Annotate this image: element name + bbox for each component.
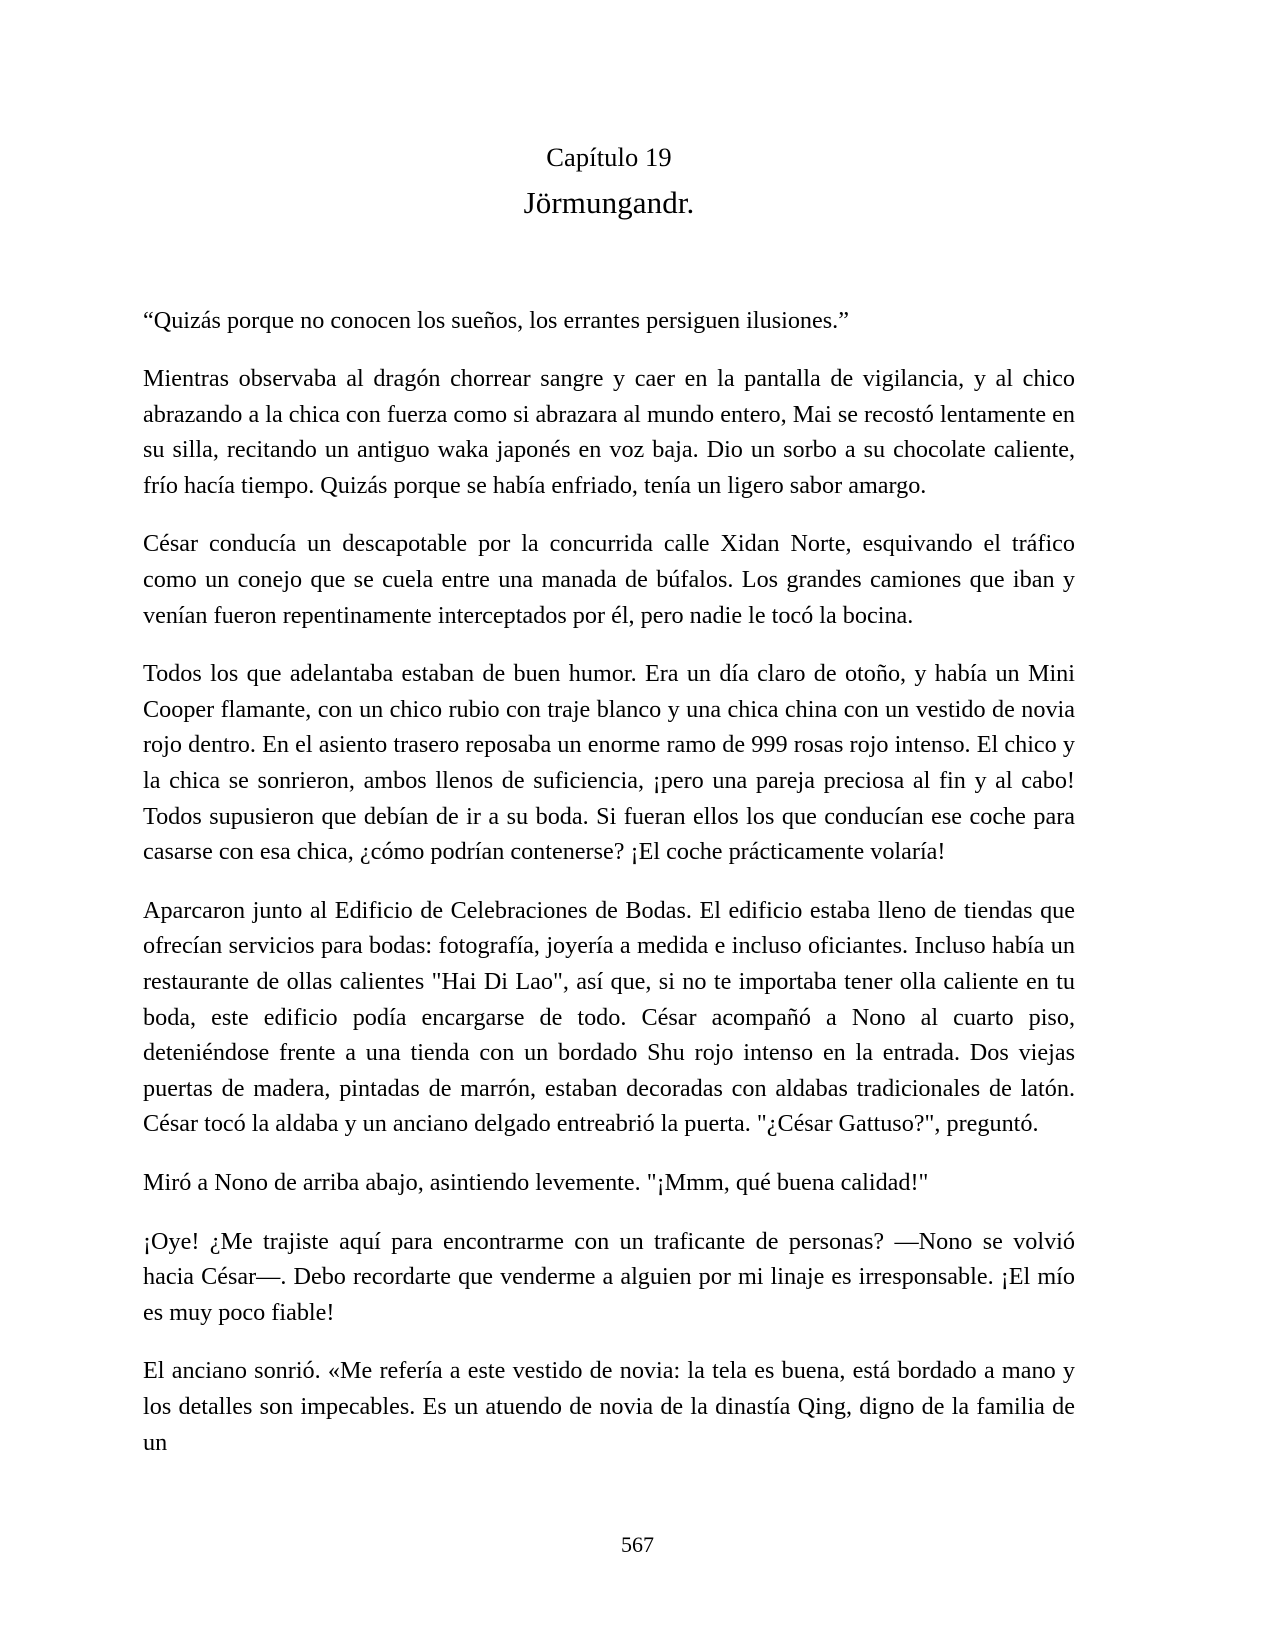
chapter-title: Jörmungandr.: [523, 184, 695, 220]
paragraph-nono-look: Miró a Nono de arriba abajo, asintiendo levemente. "¡Mmm, qué buena calidad!": [143, 1168, 929, 1196]
paragraph-mini-cooper: Todos los que adelantaba estaban de buen humor. Era un día claro de otoño, y había un Mini Cooper flamante, con un chico rubio con traje blanco y una chica china con un vestido de novia rojo dentro. En el asiento trasero reposaba un enorme ramo de 999 rosas rojo intenso. El chico y la chica se sonrieron, ambos llenos de suficiencia, ¡pero una pareja preciosa al fin y al cabo! Todos supusieron que debían de ir a su boda. Si fueran ellos los que conducían ese coche para casarse con esa chica, ¿cómo podrían contenerse? ¡El coche prácticamente volaría!: [143, 660, 1075, 866]
paragraph-epigraph: “Quizás porque no conocen los sueños, los errantes persiguen ilusiones.”: [143, 306, 849, 334]
paragraph-old-man: El anciano sonrió. «Me refería a este vestido de novia: la tela es buena, está bordado a mano y los detalles son impecables. Es un atuendo de novia de la dinastía Qing, digno de la familia de un: [143, 1357, 1075, 1456]
paragraph-cesar-drive: César conducía un descapotable por la concurrida calle Xidan Norte, esquivando el tráfico como un conejo que se cuela entre una manada de búfalos. Los grandes camiones que iban y venían fueron repentinamente interceptados por él, pero nadie le tocó la bocina.: [143, 530, 1075, 629]
paragraph-mai: Mientras observaba al dragón chorrear sangre y caer en la pantalla de vigilancia, y al chico abrazando a la chica con fuerza como si abrazara al mundo entero, Mai se recostó lentamente en su silla, recitando un antiguo waka japonés en voz baja. Dio un sorbo a su chocolate caliente, frío hacía tiempo. Quizás porque se había enfriado, tenía un ligero sabor amargo.: [143, 365, 1075, 499]
page-number: 567: [621, 1532, 654, 1557]
chapter-number: Capítulo 19: [546, 142, 672, 172]
paragraph-nono-reply: ¡Oye! ¿Me trajiste aquí para encontrarme con un traficante de personas? —Nono se volvió hacia César—. Debo recordarte que venderme a alguien por mi linaje es irresponsable. ¡El mío es muy poco fiable!: [143, 1227, 1075, 1326]
body-text: [143, 303, 1075, 1461]
page-content: [143, 0, 1075, 1460]
chapter-heading: [143, 0, 1075, 224]
paragraph-wedding-building: Aparcaron junto al Edificio de Celebraciones de Bodas. El edificio estaba lleno de tiendas que ofrecían servicios para bodas: fotografía, joyería a medida e incluso oficiantes. Incluso había un restaurante de ollas calientes "Hai Di Lao", así que, si no te importaba tener olla caliente en tu boda, este edificio podía encargarse de todo. César acompañó a Nono al cuarto piso, deteniéndose frente a una tienda con un bordado Shu rojo intenso en la entrada. Dos viejas puertas de madera, pintadas de marrón, estaban decoradas con aldabas tradicionales de latón. César tocó la aldaba y un anciano delgado entreabrió la puerta. "¿César Gattuso?", preguntó.: [143, 896, 1075, 1138]
